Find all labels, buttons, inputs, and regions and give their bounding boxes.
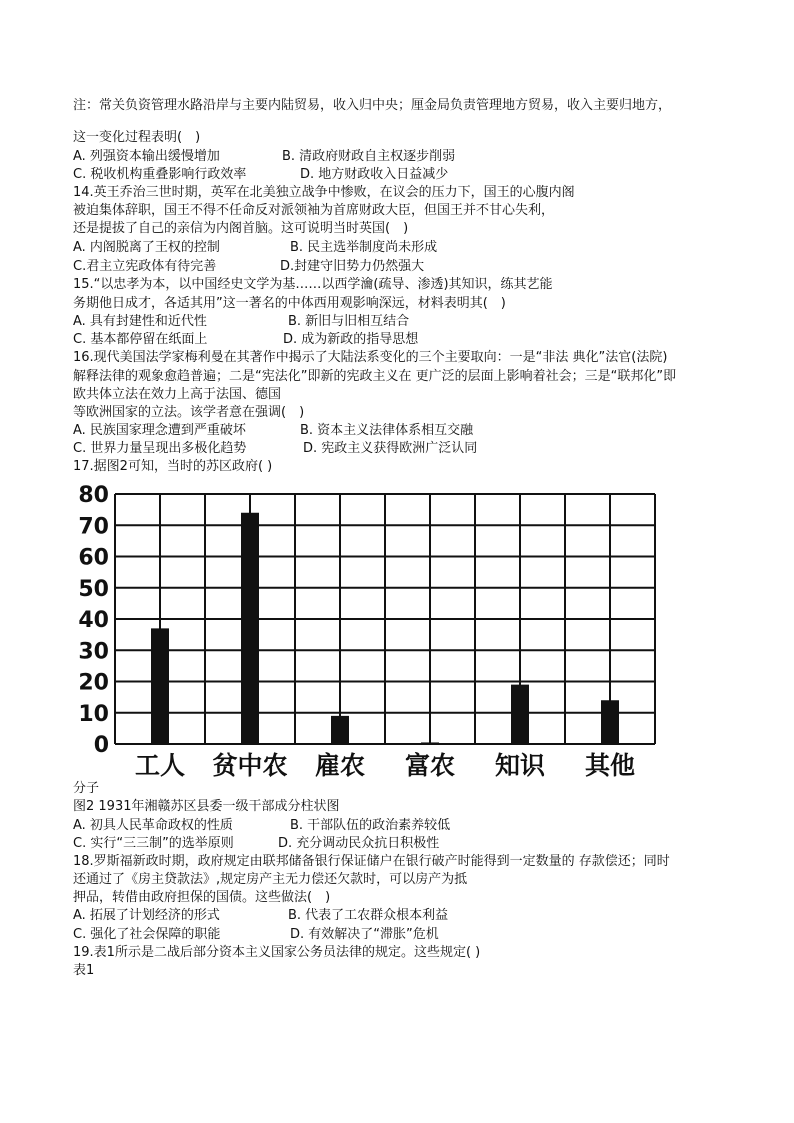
x-tick-label: 工人 (134, 751, 186, 780)
q18-option-b: B. 代表了工农群众根本利益 (288, 908, 449, 923)
chart-caption-continued: 分子 (73, 781, 100, 796)
q17-option-b: B. 干部队伍的政治素养较低 (290, 818, 451, 833)
y-tick-label: 80 (78, 483, 109, 508)
q14-option-a: A. 内阁脱离了王权的控制 (73, 240, 220, 255)
q16-option-d: D. 宪政主义获得欧洲广泛认同 (303, 441, 478, 456)
q14-option-c: C.君主立宪政体有待完善 (73, 259, 217, 274)
bar (421, 742, 439, 744)
chart-grid (115, 494, 655, 744)
y-tick-label: 50 (78, 576, 109, 602)
q18-line-3: 押品，转借由政府担保的国债。这些做法( ) (73, 890, 331, 905)
q13-stem: 这一变化过程表明( ) (73, 130, 201, 145)
q15-line-2: 务期他日成才，各适其用”这一著名的中体西用观影响深远，材料表明其( ) (73, 296, 506, 311)
x-tick-label: 其他 (584, 751, 636, 780)
bar (151, 628, 169, 744)
bar (601, 700, 619, 744)
q13-option-b: B. 清政府财政自主权逐步削弱 (282, 149, 456, 164)
q14-line-2: 被迫集体辞职，国王不得不任命反对派领袖为首席财政大臣，但国王并不甘心失利， (73, 203, 555, 218)
y-tick-label: 0 (93, 733, 109, 758)
chart-caption: 图2 1931年湘赣苏区县委一级干部成分柱状图 (73, 799, 340, 814)
q17-option-d: D. 充分调动民众抗日积极性 (278, 836, 440, 851)
q16-line-4: 等欧洲国家的立法。该学者意在强调( ) (73, 405, 305, 420)
q14-line-1: 14.英王乔治三世时期，英军在北美独立战争中惨败，在议会的压力下，国王的心腹内阁 (73, 185, 575, 200)
note-line: 注：常关负资管理水路沿岸与主要内陆贸易，收入归中央；厘金局负责管理地方贸易，收入主要归地方， (73, 98, 672, 113)
x-tick-label: 雇农 (314, 751, 366, 780)
q16-option-a: A. 民族国家理念遭到严重破坏 (73, 423, 246, 438)
q16-line-2: 解释法律的观象愈趋普遍；二是“宪法化”即新的宪政主义在 更广泛的层面上影响着社会；三是“联邦化”即 (73, 369, 677, 384)
x-tick-label: 知识 (494, 751, 546, 780)
q13-option-d: D. 地方财政收入日益减少 (300, 167, 449, 182)
y-tick-label: 70 (78, 514, 109, 540)
q14-option-d: D.封建守旧势力仍然强大 (280, 259, 425, 274)
q18-option-d: D. 有效解决了“滞胀”危机 (290, 927, 439, 942)
x-tick-label: 富农 (404, 751, 456, 780)
y-tick-label: 20 (78, 670, 109, 696)
q18-option-a: A. 拓展了计划经济的形式 (73, 908, 220, 923)
q17-option-a: A. 初具人民革命政权的性质 (73, 818, 233, 833)
q15-line-1: 15.“以忠孝为本，以中国经史文学为基……以西学瀹(疏导、渗透)其知识，练其艺能 (73, 277, 553, 292)
y-tick-label: 10 (78, 701, 109, 727)
bar (241, 513, 259, 744)
chart-x-ticks (135, 751, 635, 780)
q14-option-b: B. 民主选举制度尚未形成 (290, 240, 438, 255)
q13-option-a: A. 列强资本输出缓慢增加 (73, 149, 220, 164)
cadre-composition-bar-chart (73, 478, 663, 780)
chart-y-ticks (78, 483, 109, 758)
q19-stem: 19.表1所示是二战后部分资本主义国家公务员法律的规定。这些规定( ) (73, 945, 481, 960)
q15-option-a: A. 具有封建性和近代性 (73, 314, 207, 329)
q14-line-3: 还是提拔了自己的亲信为内阁首脑。这可说明当时英国( ) (73, 221, 409, 236)
bar (331, 716, 349, 744)
q13-option-c: C. 税收机构重叠影响行政效率 (73, 167, 247, 182)
q17-stem: 17.据图2可知，当时的苏区政府( ) (73, 459, 273, 474)
y-tick-label: 60 (78, 545, 109, 571)
q17-option-c: C. 实行“三三制”的选举原则 (73, 836, 234, 851)
q15-option-d: D. 成为新政的指导思想 (283, 332, 419, 347)
q18-line-1: 18.罗斯福新政时期，政府规定由联邦储备银行保证储户在银行破产时能得到一定数量的 存款偿还；同时 (73, 854, 670, 869)
y-tick-label: 30 (78, 639, 109, 665)
q16-option-c: C. 世界力量呈现出多极化趋势 (73, 441, 247, 456)
q18-option-c: C. 强化了社会保障的职能 (73, 927, 221, 942)
table-caption: 表1 (73, 963, 95, 978)
bar (511, 685, 529, 744)
x-tick-label: 贫中农 (212, 751, 288, 780)
q16-line-1: 16.现代美国法学家梅利曼在其著作中揭示了大陆法系变化的三个主要取向：一是“非法 典化”法官(法院) (73, 350, 668, 365)
q18-line-2: 还通过了《房主贷款法》,规定房产主无力偿还欠款时，可以房产为抵 (73, 872, 468, 887)
q16-option-b: B. 资本主义法律体系相互交融 (300, 423, 474, 438)
q15-option-c: C. 基本都停留在纸面上 (73, 332, 208, 347)
q15-option-b: B. 新旧与旧相互结合 (288, 314, 410, 329)
q16-line-3: 欧共体立法在效力上高于法国、德国 (73, 387, 282, 402)
y-tick-label: 40 (78, 608, 109, 633)
